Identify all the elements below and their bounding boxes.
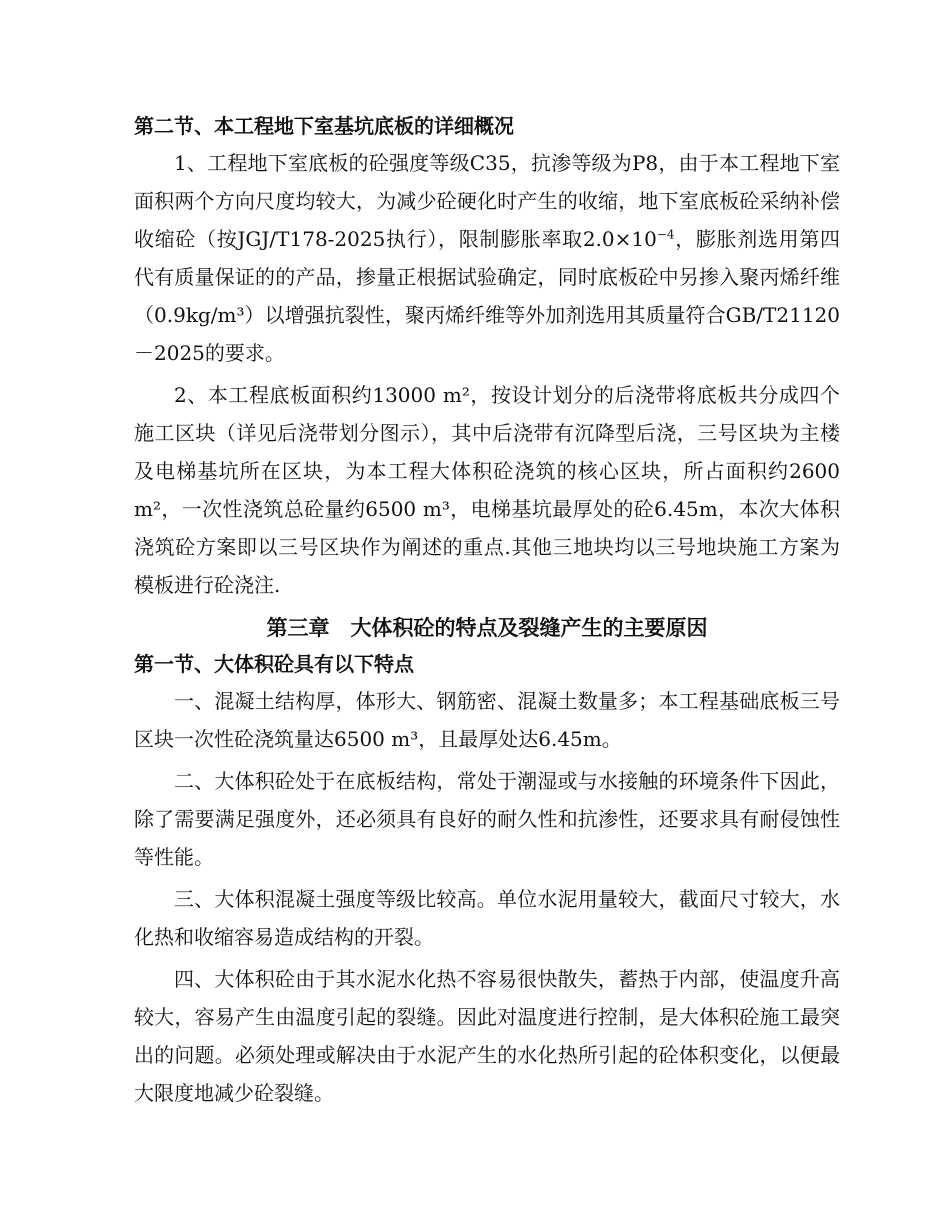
- chapter-3-title: 第三章 大体积砼的特点及裂缝产生的主要原因: [266, 616, 708, 640]
- section-1-paragraph-1: 一、混凝土结构厚，体形大、钢筋密、混凝土数量多；本工程基础底板三号区块一次性砼浇筑量达6500 m³，且最厚处达6.45m。: [134, 689, 840, 751]
- section-2-paragraph-1: [134, 144, 840, 372]
- document-page: [134, 102, 840, 1112]
- section-1-paragraph-3: 三、大体积混凝土强度等级比较高。单位水泥用量较大，截面尺寸较大，水化热和收缩容易造成结构的开裂。: [134, 887, 840, 949]
- exponent: −4: [656, 227, 675, 242]
- section-1-paragraph-2: 二、大体积砼处于在底板结构，常处于潮湿或与水接触的环境条件下因此，除了需要满足强度外，还必须具有良好的耐久性和抗渗性，还要求具有耐侵蚀性等性能。: [134, 769, 840, 869]
- section-2-title: 第二节、本工程地下室基坑底板的详细概况: [134, 114, 514, 138]
- section-1-paragraph-4: 四、大体积砼由于其水泥水化热不容易很快散失，蓄热于内部，使温度升高较大，容易产生由温度引起的裂缝。因此对温度进行控制，是大体积砼施工最突出的问题。必须处理或解决由于水泥产生的水化热所引起的砼体积变化，以便最大限度地减少砼裂缝。: [134, 967, 840, 1105]
- section-1-title: 第一节、大体积砼具有以下特点: [134, 652, 414, 676]
- paragraph-1-text-b: ，膨胀剂选用第四代有质量保证的的产品，掺量正根据试验确定，同时底板砼中另掺入聚丙烯纤维（0.9kg/m³）以增强抗裂性，聚丙烯纤维等外加剂选用其质量符合GB/T21120－2025的要求。: [134, 227, 840, 365]
- paragraph-1-text-a: 1、工程地下室底板的砼强度等级C35，抗渗等级为P8，由于本工程地下室面积两个方向尺度均较大，为减少砼硬化时产生的收缩，地下室底板砼采纳补偿收缩砼（按JGJ/T178-2025执行），限制膨胀率取2.0×10: [134, 151, 840, 251]
- section-2-paragraph-2: 2、本工程底板面积约13000 m²，按设计划分的后浇带将底板共分成四个施工区块（详见后浇带划分图示），其中后浇带有沉降型后浇，三号区块为主楼及电梯基坑所在区块，为本工程大体积砼浇筑的核心区块，所占面积约2600 m²，一次性浇筑总砼量约6500 m³，电梯基坑最厚处的砼6.45m，本次大体积浇筑砼方案即以三号区块作为阐述的重点.其他三地块均以三号地块施工方案为模板进行砼浇注.: [134, 383, 840, 597]
